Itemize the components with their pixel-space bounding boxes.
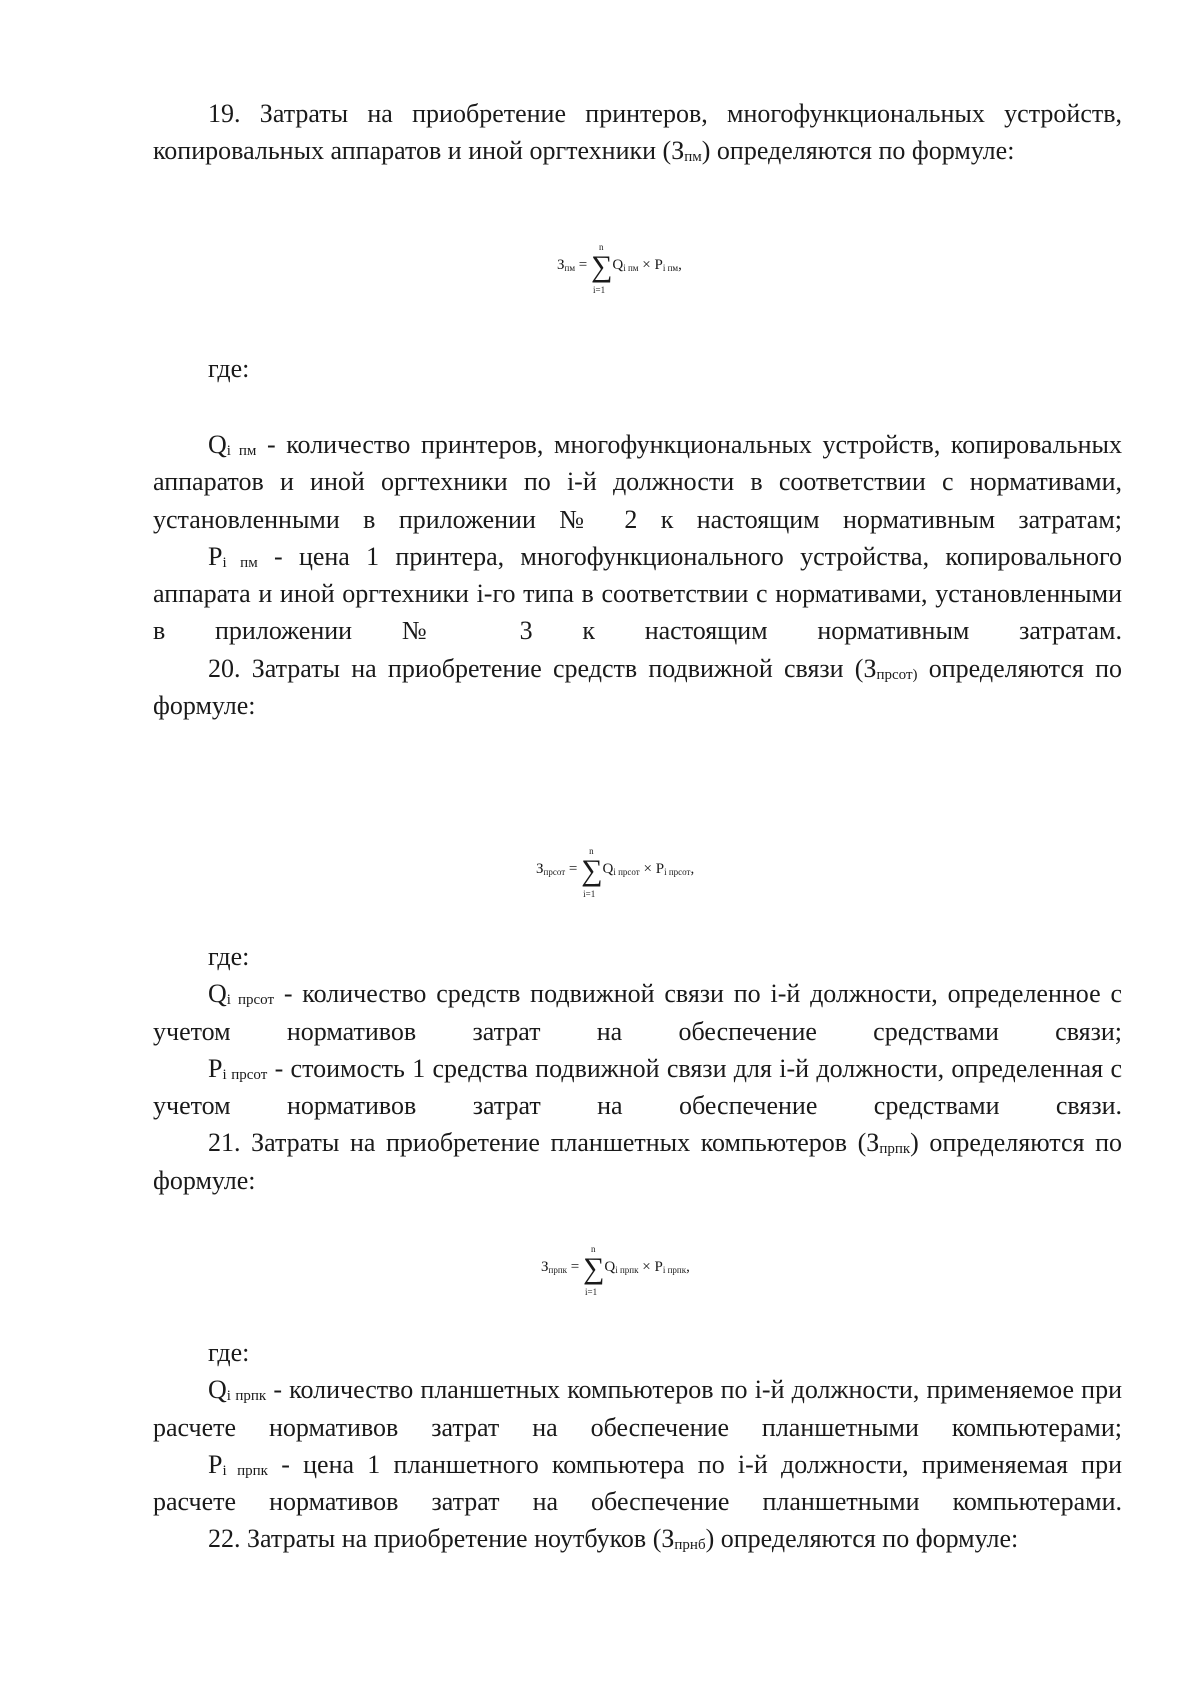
section-20-intro: 20. Затраты на приобретение средств подвижной связи ($З_{прсот)}$ определяются по формуле:	[153, 653, 1122, 721]
section-21-intro: 21. Затраты на приобретение планшетных компьютеров $(З_{прпк})$ определяются по формуле:	[153, 1128, 1122, 1195]
formula-21: $З_{прпк}$ = ∑ n i=1 $Q_{i прпк} \times P_{i прпк}$,	[541, 1244, 690, 1297]
sigma-symbol: ∑ n i=1	[581, 846, 603, 899]
section-20-definitions	[153, 938, 1122, 1199]
p-definition-21: $P_{i прпк}$ - цена 1 планшетного компьютера по i-й должности, применяемая при расчете нормативов затрат на обеспечение планшетными компьютерами.	[153, 1449, 1123, 1517]
subscript: пм	[684, 149, 702, 166]
p-definition-20: $P_{i прсот}$ - стоимость 1 средства подвижной связи для i-й должности, определенная с учетом нормативов затрат на обеспечение средствами связи.	[153, 1053, 1122, 1121]
q-definition-20: $Q_{i прсот}$ - количество средств подвижной связи по i-й должности, определенное с учетом нормативов затрат на обеспечение средствами связи;	[153, 979, 1122, 1046]
sigma-symbol: ∑ n i=1	[583, 1244, 605, 1297]
where-label-20: где:	[208, 942, 250, 971]
sigma-symbol: ∑ n i=1	[591, 242, 613, 295]
formula-20: $З_{прсот}$ = ∑ n i=1 $Q_{i прсот} \times P_{i прсот}$,	[536, 846, 695, 899]
paragraph-text: 19. Затраты на приобретение принтеров, многофункциональных устройств, копировальных аппаратов и иной оргтехники (З	[153, 99, 1122, 166]
section-21-definitions	[153, 1334, 1122, 1558]
section-22-intro: 22. Затраты на приобретение ноутбуков $(З_{прнб})$ определяются по формуле:	[208, 1524, 1019, 1554]
p-definition-19: $P_{i пм}$ - цена 1 принтера, многофункционального устройства, копировального аппарата и иной оргтехники i-го типа в соответствии с нормативами, установленными в приложении № 3 к настоящим нормативным затратам.	[153, 541, 1122, 646]
where-label-19: где:	[208, 354, 250, 383]
formula-19: $З_{пм}$ = ∑ n i=1 $Q_{i пм} \times P_{i пм}$,	[557, 242, 682, 295]
section-19-intro	[153, 95, 1122, 170]
paragraph-text: ) определяются по формуле:	[701, 136, 1015, 166]
section-19-definitions	[153, 426, 1122, 724]
q-definition-21: $Q_{i прпк}$ - количество планшетных компьютеров по i-й должности, применяемое при расчете нормативов затрат на обеспечение планшетными компьютерами;	[153, 1375, 1122, 1442]
where-label-21: где:	[208, 1338, 250, 1367]
q-definition-19: $Q_{i пм}$ - количество принтеров, многофункциональных устройств, копировальных аппаратов и иной оргтехники по i-й должности в соответствии с нормативами, установленными в приложении № 2 к настоящим нормативным затратам;	[153, 430, 1122, 534]
